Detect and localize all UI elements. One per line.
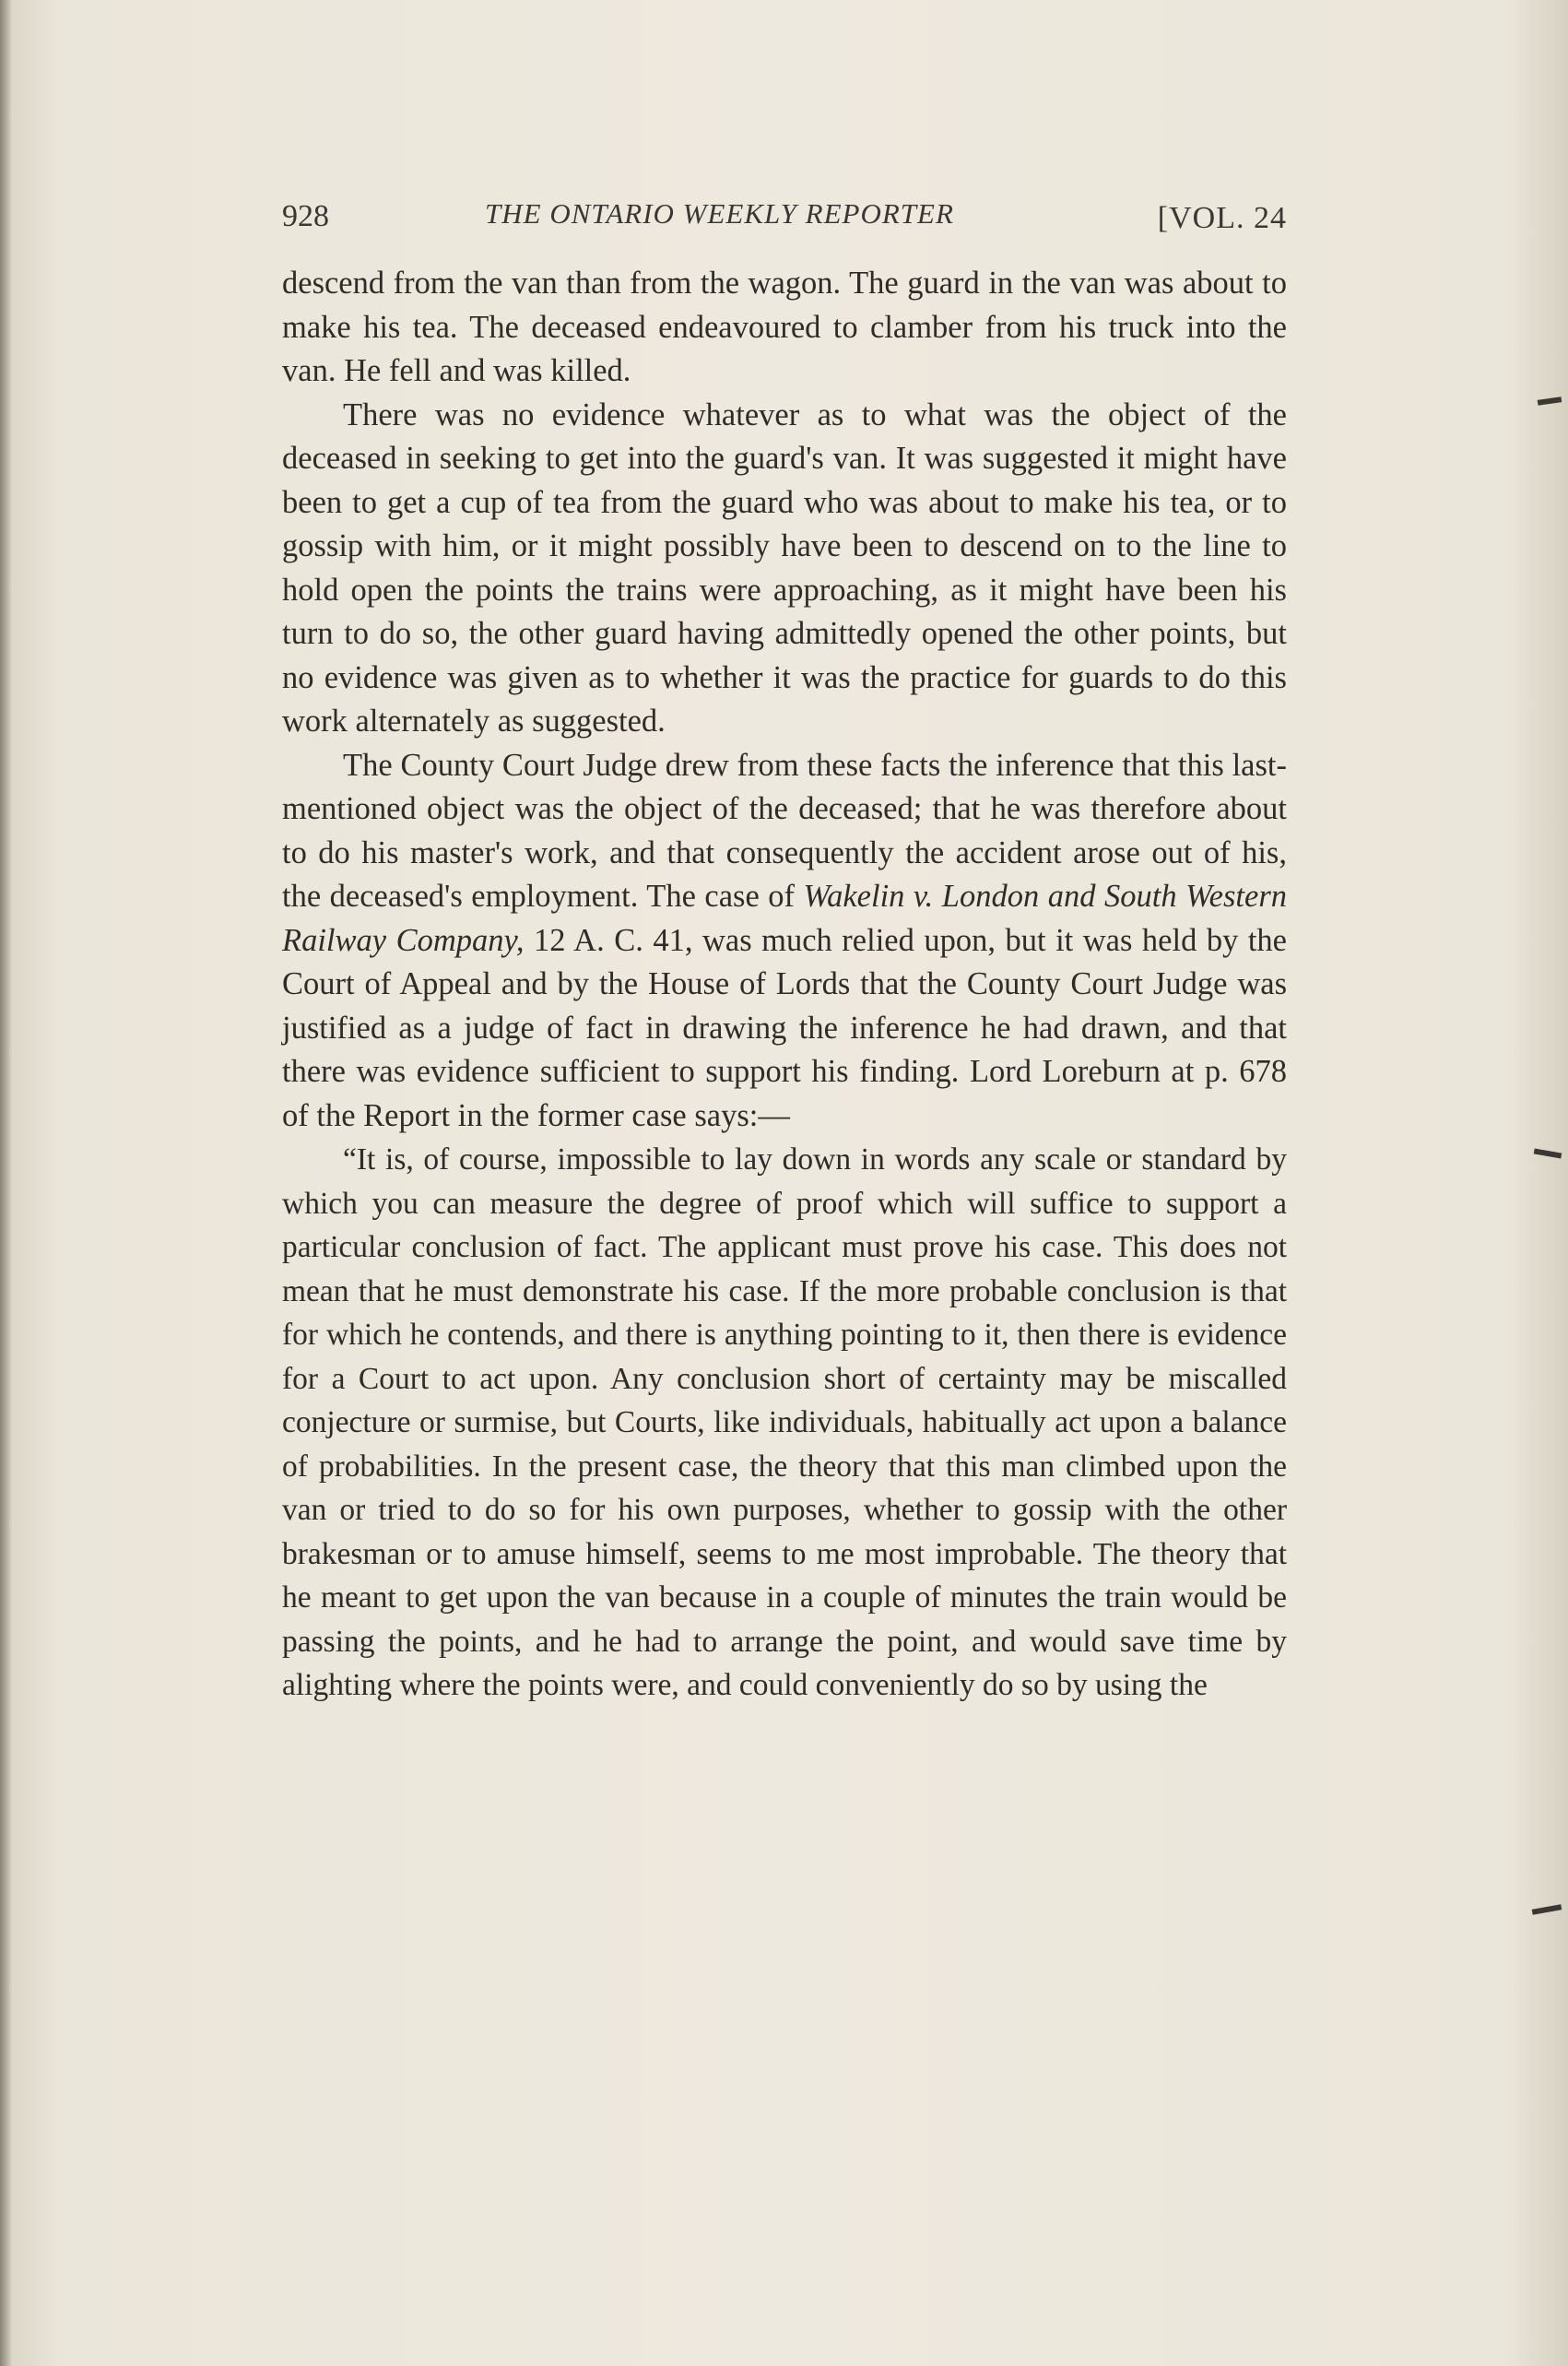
margin-mark <box>1532 1904 1562 1914</box>
book-spine-shadow <box>0 0 13 2366</box>
case-name: Wakelin v. London and South Western Railway Company, <box>282 879 1287 958</box>
page-header <box>282 194 1287 249</box>
margin-mark <box>1538 396 1562 406</box>
paragraph-continued: descend from the van than from the wagon. The guard in the van was about to make his tea. The deceased endeavoured to clamber from his truck into the van. He fell and was killed. <box>282 266 1287 388</box>
paragraph-evidence: There was no evidence whatever as to what was the object of the deceased in seeking to get into the guard's van. It was suggested it might have been to get a cup of tea from the guard who was about to make his tea, or to gossip with him, or it might possibly have been to descend on to the line to hold open the points the trains were approaching, as it might have been his turn to do so, the other guard having admittedly opened the other points, but no evidence was given as to whether it was the practice for guards to do this work alternately as suggested. <box>282 396 1287 739</box>
paragraph-county-court <box>282 744 1287 1139</box>
page-number: 928 <box>282 199 329 233</box>
paragraph-text-after: 12 A. C. 41, was much relied upon, but it was held by the Court of Appeal and by the House of Lords that the County Court Judge was justified as a judge of fact in drawing the inference he had drawn, and that there was evidence sufficient to support his finding. Lord Loreburn at p. 678 of the Report in the former case says:— <box>282 922 1287 1133</box>
volume-label: [VOL. 24 <box>1157 201 1287 235</box>
quoted-judgment: “It is, of course, impossible to lay down in words any scale or standard by which you can measure the degree of proof which will suffice to support a particular conclusion of fact. The applicant must prove his case. This does not mean that he must demonstrate his case. If the more probable conclusion is that for which he contends, and there is anything pointing to it, then there is evidence for a Court to act upon. Any conclusion short of certainty may be miscalled conjecture or surmise, but Courts, like individuals, habitually act upon a balance of probabilities. In the present case, the theory that this man climbed upon the van or tried to do so for his own purposes, whether to gossip with the other brakesman or to amuse himself, seems to me most improbable. The theory that he meant to get upon the van because in a couple of minutes the train would be passing the points, and he had to arrange the point, and would save time by alighting where the points were, and could conveniently do so by using the <box>282 1142 1287 1702</box>
paragraph-text-before: The County Court Judge drew from these facts the inference that this last-mentioned object was the object of the deceased; that he was therefore about to do his master's work, and that consequently the accident arose out of his, the deceased's employment. The case of <box>282 747 1287 914</box>
running-title: THE ONTARIO WEEKLY REPORTER <box>485 197 954 230</box>
page-body <box>282 262 1287 1708</box>
margin-mark <box>1534 1148 1562 1158</box>
